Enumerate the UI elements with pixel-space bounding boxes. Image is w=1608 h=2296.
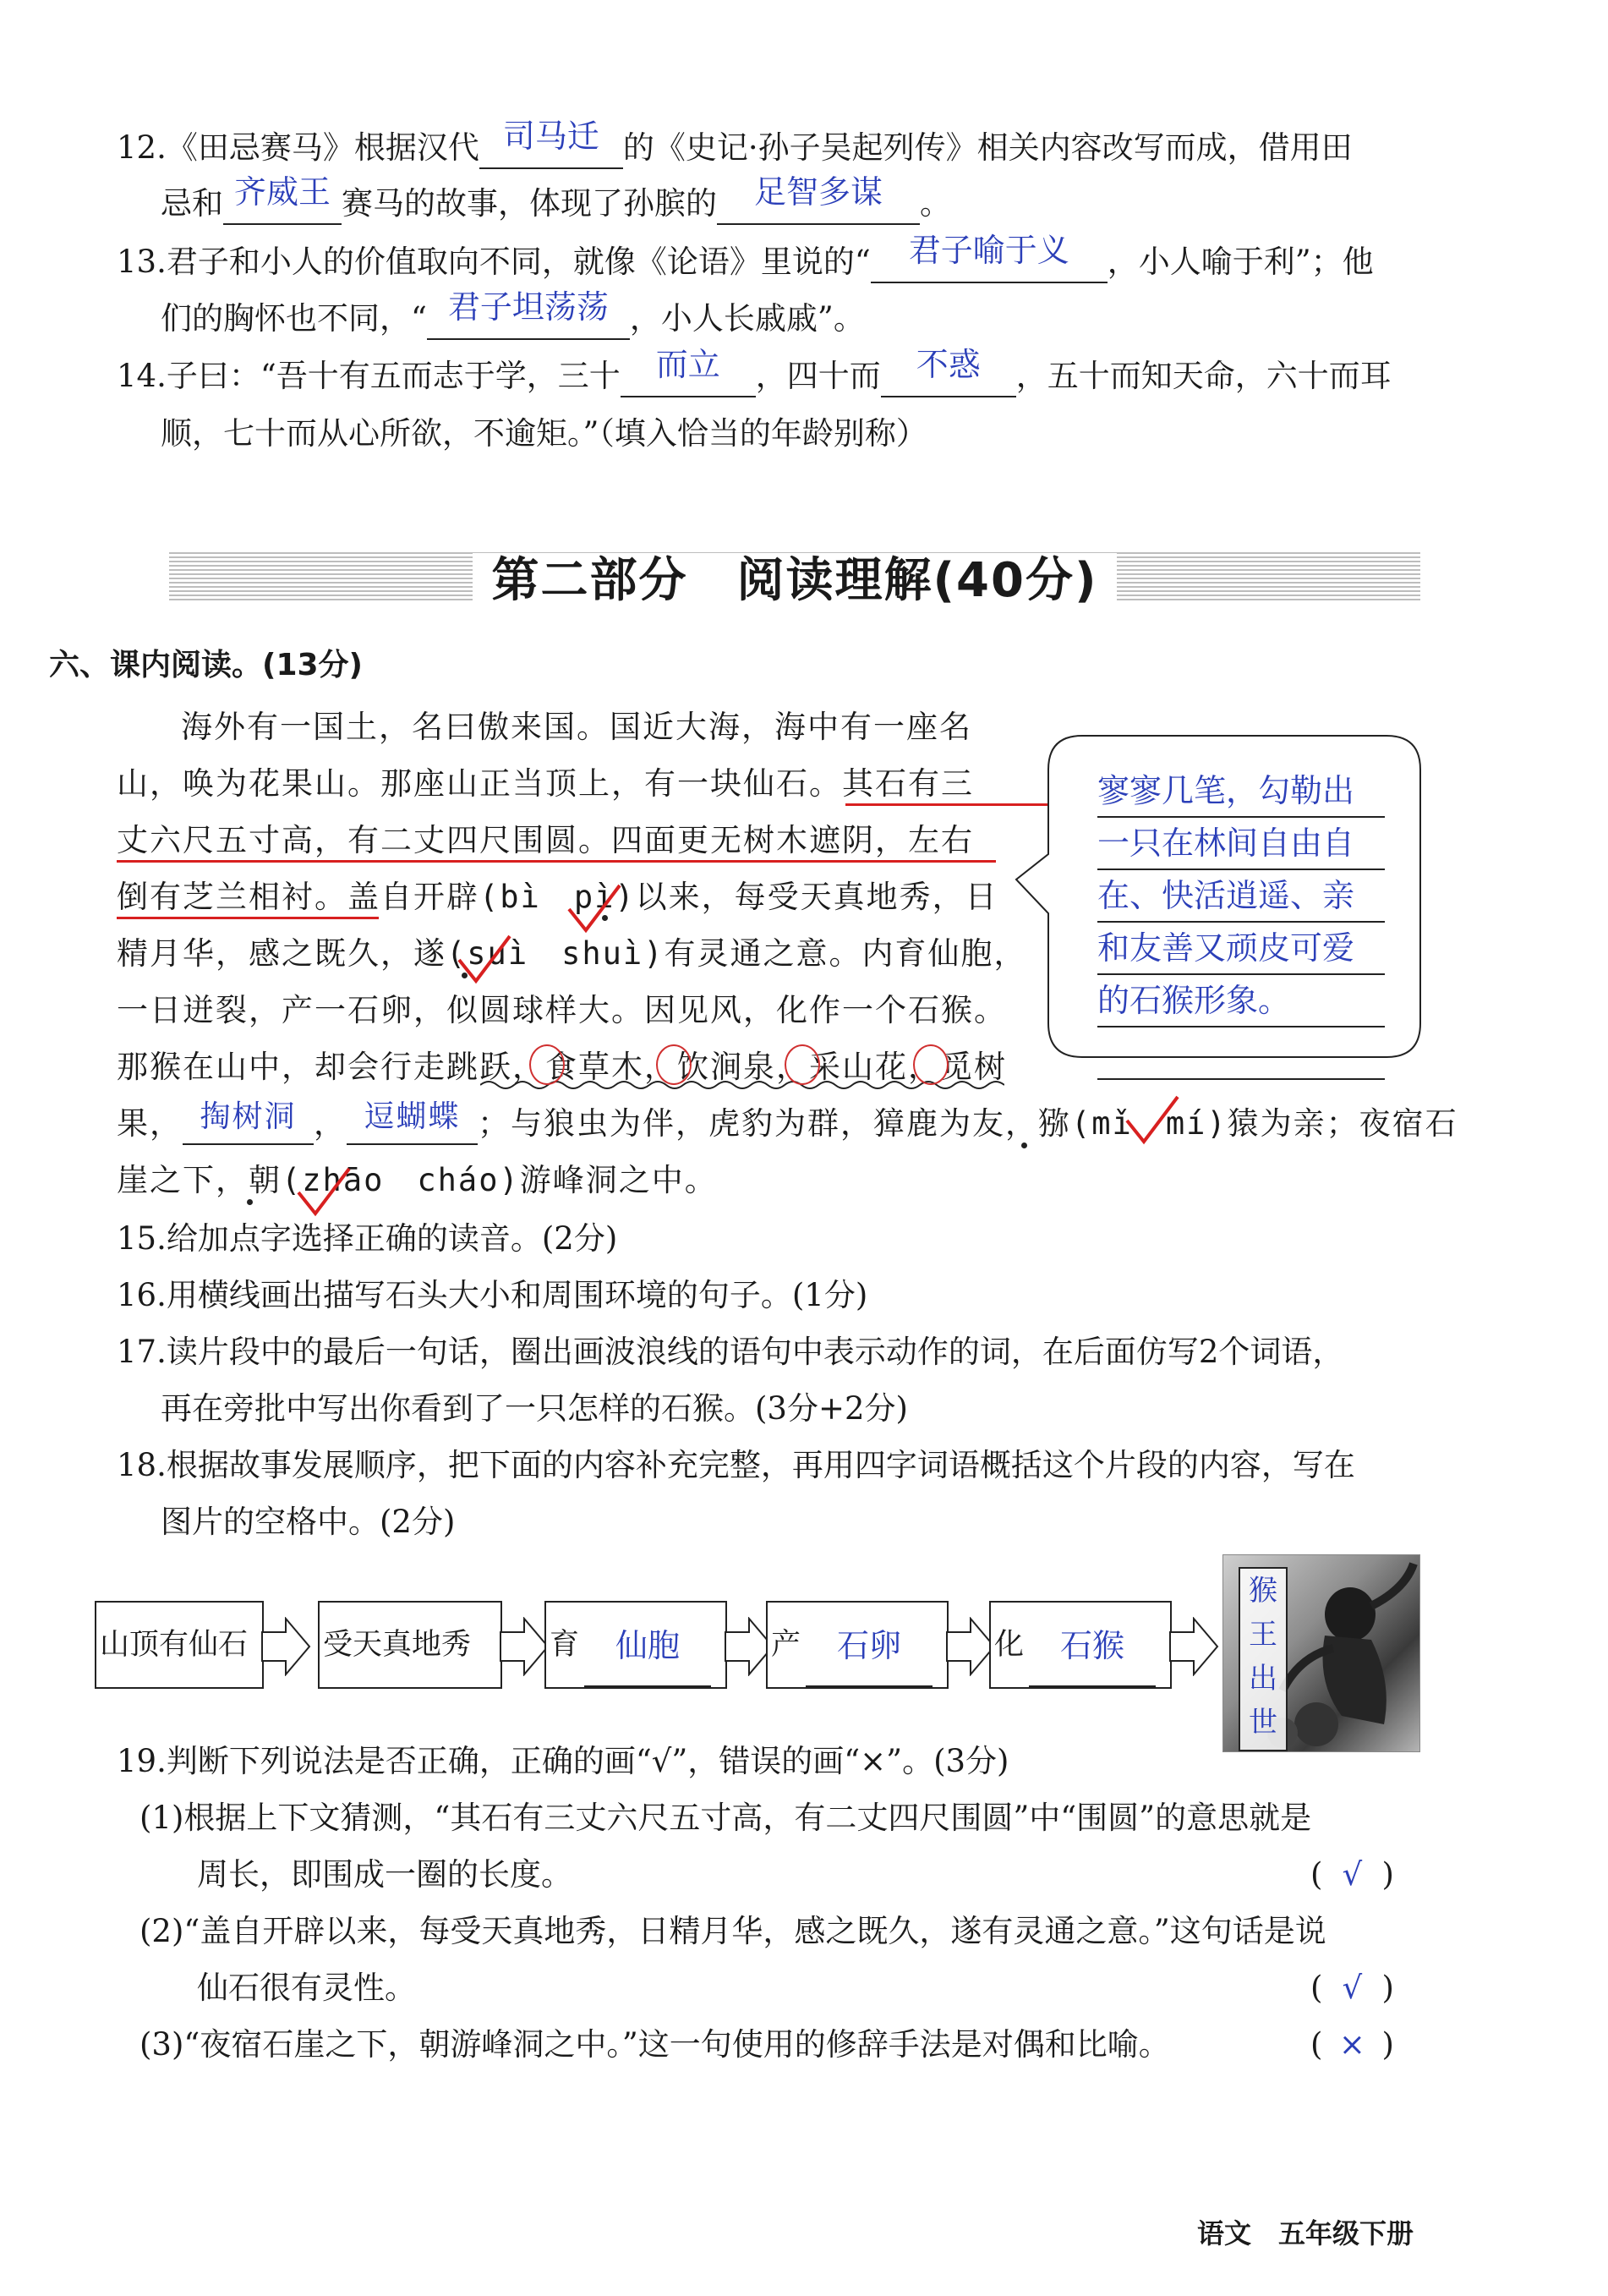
arrow-right-icon: [945, 1617, 996, 1676]
q12-answer-1: 司马迁: [502, 118, 599, 155]
passage-answer-1: 掏树洞: [200, 1099, 297, 1134]
flow-blank: [584, 1627, 711, 1687]
q13-blank-2: [427, 288, 630, 340]
part6-heading: 六、课内阅读。(13分): [49, 648, 364, 682]
q12-line2-prefix: 忌和: [161, 185, 223, 222]
red-underline: [117, 860, 996, 863]
question-17-line2: 再在旁批中写出你看到了一只怎样的石猴。(3分+2分): [161, 1390, 908, 1427]
caption-char: 猴: [1249, 1574, 1277, 1608]
passage-line: 那猴在山中，却会行走跳跃，食草木，饮涧泉，采山花，觅树: [117, 1049, 1007, 1085]
question-13-line2: [161, 288, 865, 340]
q12-blank-1: [479, 118, 623, 169]
red-check-icon: [455, 934, 514, 985]
red-check-icon: [1123, 1095, 1182, 1146]
flow-step-label: 受天真地秀: [323, 1628, 472, 1662]
question-13-line1: [117, 232, 1374, 283]
q14-middle: ，四十而: [755, 358, 881, 394]
q19-item-1-line2: 周长，即围成一圈的长度。: [197, 1856, 572, 1893]
flow-step-label: 山顶有仙石: [100, 1628, 249, 1662]
q14-end: ，五十而知天命，六十而耳: [1015, 358, 1392, 394]
caption-char: 出: [1249, 1662, 1277, 1696]
passage-blank-2: [347, 1099, 478, 1145]
flow-step-label: 育: [550, 1628, 580, 1662]
circle-mark: [656, 1044, 692, 1085]
passage-line: 崖之下，朝(zhāo cháo)游峰洞之中。: [117, 1162, 718, 1198]
q13-prefix: 13.君子和小人的价值取向不同，就像《论语》里说的“: [117, 244, 871, 280]
section-title: [169, 543, 1420, 611]
q14-blank-2: [881, 346, 1016, 397]
q12-answer-3: 足智多谋: [753, 173, 883, 211]
q13-answer-1: 君子喻于义: [908, 232, 1069, 269]
question-17-line1: 17.读片段中的最后一句话，圈出画波浪线的语句中表示动作的词，在后面仿写2个词语，: [117, 1334, 1344, 1370]
flow-blank: [1029, 1627, 1156, 1687]
question-12-line2: [161, 173, 951, 225]
passage-line: 山，唤为花果山。那座山正当顶上，有一块仙石。其石有三: [117, 765, 974, 802]
q19-item-2-answer-box: ( √ ): [1310, 1967, 1394, 2009]
passage-line: 精月华，感之既久，遂(suì shuì)有灵通之意。内育仙胞，: [117, 935, 1027, 972]
passage-line: 丈六尺五寸高，有二丈四尺围圆。四面更无树木遮阴，左右: [117, 822, 974, 858]
q13-answer-2: 君子坦荡荡: [447, 288, 609, 326]
q12-blank-3: [717, 173, 920, 225]
q12-answer-2: 齐威王: [233, 173, 331, 211]
annotation-line: 在、快活逍遥、亲: [1097, 870, 1385, 923]
q13-line2-prefix: 们的胸怀也不同，“: [161, 300, 427, 337]
question-14-line2: 顺，七十而从心所欲，不逾矩。”（填入恰当的年龄别称）: [161, 415, 927, 452]
annotation-line-empty: [1097, 1027, 1385, 1080]
flow-step: [989, 1601, 1172, 1689]
flow-step-label: 产: [771, 1628, 801, 1662]
passage-line: 倒有芝兰相衬。盖自开辟(bì pì)以来，每受天真地秀，日: [117, 879, 998, 915]
q14-prefix: 14.子曰：“吾十有五而志于学，三十: [117, 358, 621, 394]
q12-middle: 的《史记·孙子吴起列传》相关内容改写而成，借用田: [622, 129, 1353, 166]
q19-item-3-line1: (3)“夜宿石崖之下，朝游峰洞之中。”这一句使用的修辞手法是对偶和比喻。: [139, 2026, 1170, 2063]
q19-item-1-answer-box: ( √ ): [1310, 1854, 1394, 1896]
question-15: 15.给加点字选择正确的读音。(2分): [117, 1220, 618, 1257]
q19-item-3-answer-box: ( × ): [1310, 2024, 1394, 2066]
flow-answer: 仙胞: [615, 1627, 681, 1664]
q13-blank-1: [871, 232, 1108, 283]
arrow-right-icon: [260, 1617, 311, 1676]
page-footer: 语文 五年级下册: [1196, 2217, 1414, 2249]
section-header: [169, 533, 1420, 617]
q12-prefix: 12.《田忌赛马》根据汉代: [117, 129, 479, 166]
red-check-icon: [565, 884, 624, 934]
annotation-text: [1097, 765, 1385, 1080]
q12-line2-end: 。: [920, 185, 951, 222]
question-18-line2: 图片的空格中。(2分): [161, 1504, 456, 1540]
caption-char: 世: [1249, 1706, 1277, 1740]
question-19: 19.判断下列说法是否正确，正确的画“√”，错误的画“×”。(3分): [117, 1743, 1009, 1779]
passage-answer-2: 逗蝴蝶: [364, 1099, 461, 1134]
section-title-text: 第二部分 阅读理解(40分): [473, 553, 1116, 608]
q19-item-3-answer: ×: [1338, 2026, 1365, 2063]
passage-text: 果，: [117, 1105, 183, 1142]
q13-line2-end: ，小人长戚戚”。: [629, 300, 865, 337]
q19-item-1-answer: √: [1342, 1856, 1363, 1893]
passage-line-with-blanks: 果， 掏树洞 ， 逗蝴蝶 ；与狼虫为伴，虎豹为群，獐鹿为友，猕(mǐ mí)猿为亲；夜宿石: [117, 1103, 1458, 1145]
flow-blank: [806, 1627, 933, 1687]
annotation-line: 和友善又顽皮可爱: [1097, 923, 1385, 975]
q14-answer-1: 而立: [655, 346, 720, 383]
caption-char: 王: [1249, 1618, 1277, 1652]
flow-step: [95, 1601, 264, 1689]
flow-step: [766, 1601, 949, 1689]
question-18-line1: 18.根据故事发展顺序，把下面的内容补充完整，再用四字词语概括这个片段的内容，写在: [117, 1447, 1355, 1483]
circle-mark: [913, 1044, 949, 1085]
emphasis-dot: [1021, 1143, 1027, 1148]
image-caption-box: [1239, 1567, 1288, 1751]
q19-item-2-line1: (2)“盖自开辟以来，每受天真地秀，日精月华，感之既久，遂有灵通之意。”这句话是说: [139, 1913, 1326, 1949]
emphasis-dot: [247, 1199, 253, 1205]
arrow-right-icon: [1168, 1617, 1219, 1676]
q19-item-2-line2: 仙石很有灵性。: [197, 1970, 416, 2006]
passage-line: 一日迸裂，产一石卵，似圆球样大。因见风，化作一个石猴。: [117, 992, 1007, 1028]
question-16: 16.用横线画出描写石头大小和周围环境的句子。(1分): [117, 1277, 868, 1313]
passage-line: 海外有一国土，名曰傲来国。国近大海，海中有一座名: [181, 709, 972, 745]
q12-blank-2: [223, 173, 342, 225]
annotation-line: 寥寥几笔，勾勒出: [1097, 765, 1385, 818]
annotation-line: 一只在林间自由自: [1097, 818, 1385, 870]
q19-item-2-answer: √: [1342, 1970, 1363, 2006]
passage-blank-1: [183, 1099, 314, 1145]
question-12-line1: [117, 118, 1353, 169]
circle-mark: [529, 1044, 565, 1085]
red-underline: [117, 917, 379, 919]
circle-mark: [785, 1044, 820, 1085]
flow-answer: 石卵: [837, 1627, 902, 1664]
q19-item-1-line1: (1)根据上下文猜测，“其石有三丈六尺五寸高，有二丈四尺围圆”中“围圆”的意思就是: [139, 1800, 1312, 1836]
flow-step: [544, 1601, 727, 1689]
flow-step-label: 化: [994, 1628, 1025, 1662]
q12-line2-middle: 赛马的故事，体现了孙膑的: [342, 185, 717, 222]
annotation-line: 的石猴形象。: [1097, 975, 1385, 1027]
q14-blank-1: [621, 346, 756, 397]
flow-answer: 石猴: [1060, 1627, 1125, 1664]
passage-text: ；与狼虫为伴，虎豹为群，獐鹿为友，猕(mǐ mí)猿为亲；夜宿石: [478, 1105, 1458, 1142]
red-check-icon: [294, 1167, 353, 1218]
flow-step: [318, 1601, 502, 1689]
q13-middle: ，小人喻于利”；他: [1107, 244, 1374, 280]
arrow-right-icon: [499, 1617, 550, 1676]
q14-answer-2: 不惑: [916, 346, 981, 383]
monkey-king-image: [1222, 1554, 1420, 1752]
question-14-line1: [117, 346, 1392, 397]
